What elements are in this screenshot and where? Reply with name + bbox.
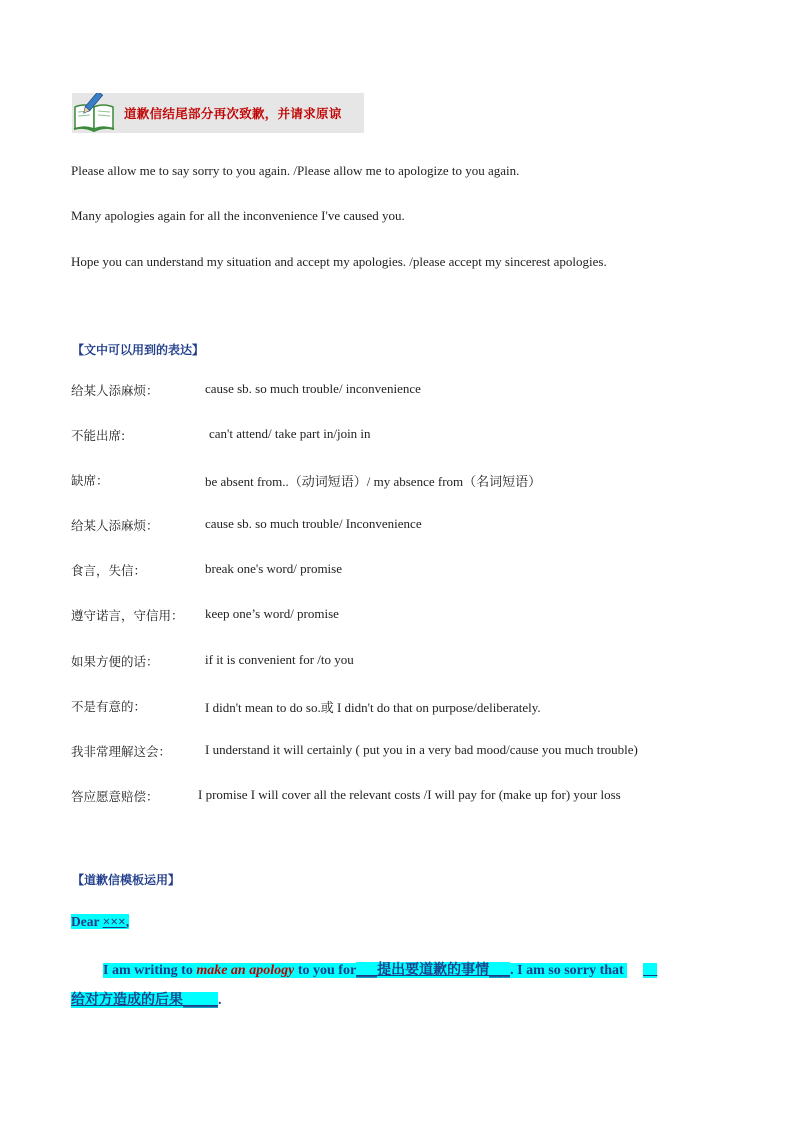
expression-cn: 给某人添麻烦：	[71, 518, 159, 533]
template-text: I am writing to	[103, 963, 197, 978]
section-header	[72, 93, 364, 133]
closing-sentence-2: Many apologies again for all the inconvenience I've caused you.	[71, 208, 405, 223]
expression-en: cause sb. so much trouble/ Inconvenience	[205, 516, 422, 531]
closing-sentence-3: Hope you can understand my situation and accept my apologies. /please accept my sincerest apologies.	[71, 254, 607, 269]
template-greeting	[71, 914, 129, 930]
expression-en: keep one’s word/ promise	[205, 606, 339, 621]
expression-en: break one's word/ promise	[205, 561, 343, 576]
greeting-prefix: Dear	[71, 914, 103, 929]
section-header-band	[118, 93, 364, 133]
expression-en: cause sb. so much trouble/ inconvenience	[205, 381, 421, 396]
expression-cn: 遵守诺言，守信用：	[71, 608, 184, 623]
expression-cn: 缺席：	[71, 473, 109, 488]
section-title: 道歉信结尾部分再次致歉，并请求原谅	[124, 106, 342, 121]
expression-en: I understand it will certainly ( put you in a very bad mood/cause you much trouble)	[205, 742, 638, 757]
expression-en: if it is convenient for /to you	[205, 652, 354, 667]
expressions-title: 【文中可以用到的表达】	[72, 343, 205, 357]
expression-en: I didn't mean to do so.或 I didn't do that on purpose/deliberately.	[205, 700, 541, 715]
template-blank-event: ___提出要道歉的事情___	[356, 962, 511, 978]
expression-cn: 食言，失信：	[71, 563, 147, 578]
template-text: to you for	[294, 963, 357, 978]
expression-cn: 给某人添麻烦：	[71, 383, 159, 398]
closing-sentence-1: Please allow me to say sorry to you again. /Please allow me to apologize to you again.	[71, 163, 520, 178]
expression-cn: 不能出席:	[71, 428, 126, 443]
template-period: .	[218, 993, 222, 1008]
template-emphasis: make an apology	[196, 963, 295, 978]
greeting-suffix: ,	[125, 914, 130, 929]
template-blank: __	[643, 963, 658, 978]
book-pencil-icon	[72, 93, 118, 133]
expression-en: can't attend/ take part in/join in	[209, 426, 371, 441]
template-title: 【道歉信模板运用】	[72, 873, 181, 887]
expression-cn: 我非常理解这会：	[71, 744, 172, 759]
expression-cn: 答应愿意赔偿：	[71, 789, 159, 804]
template-line-2	[71, 989, 222, 1009]
expression-en: be absent from..（动词短语）/ my absence from（名词短语）	[205, 474, 542, 489]
expression-cn: 不是有意的：	[71, 699, 147, 714]
greeting-name: ×××	[102, 914, 126, 929]
template-line-1	[103, 959, 657, 979]
expression-cn: 如果方便的话：	[71, 654, 159, 669]
expression-en: I promise I will cover all the relevant costs /I will pay for (make up for) your loss	[198, 787, 621, 802]
template-blank-consequence: 给对方造成的后果_____	[71, 992, 218, 1008]
template-text: . I am so sorry that	[510, 963, 628, 978]
